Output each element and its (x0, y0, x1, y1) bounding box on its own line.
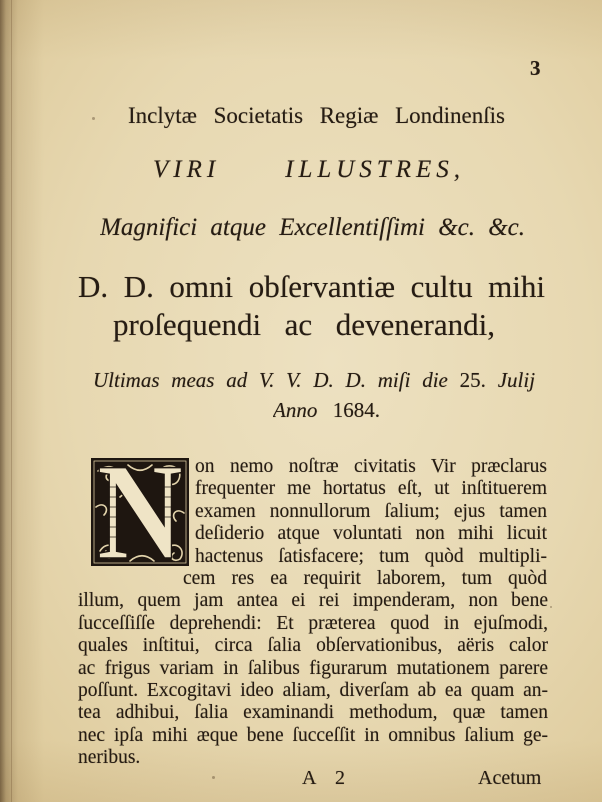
drop-cap-letter: N (97, 457, 183, 567)
year-line-word: Anno (273, 398, 318, 422)
body-text-line: neribus. (78, 747, 141, 769)
body-text-line: poſſunt. Excogitavi ideo aliam, diverſam ab ea quam an- (78, 680, 548, 701)
dedication-viri-illustres: VIRI ILLUSTRES, (153, 156, 465, 183)
signature-mark: A 2 (302, 767, 345, 789)
ornamental-drop-cap (90, 457, 190, 567)
body-text-line: frequenter me hortatus eſt, ut inſtituerem (195, 478, 547, 500)
body-text-line: examen nonnullorum ſalium; ejus tamen (195, 500, 547, 522)
body-text-line: hactenus ſatisfacere; tum quòd multipli- (195, 545, 547, 567)
year-line-year: 1684. (332, 398, 380, 422)
dedication-year-line (273, 396, 380, 424)
catchword: Acetum (478, 767, 542, 789)
date-line-day: 25. (459, 368, 486, 392)
dedication-society-line: Inclytæ Societatis Regiæ Londinenſis (128, 103, 505, 128)
page-number: 3 (530, 56, 541, 80)
body-text-line: ſucceſſiſſe deprehendi: Et præterea quod in ejuſmodi, (78, 612, 548, 634)
body-text-line: deſiderio atque voluntati non mihi licuit (195, 523, 547, 545)
date-line-month: Julij (497, 368, 535, 392)
dedication-magnifici-line: Magnifici atque Excellentiſſimi &c. &c. (100, 214, 525, 241)
dedication-devenerandi-line: proſequendi ac devenerandi, (113, 307, 495, 342)
body-text-line: ac frigus variam in ſalibus figurarum mutationem parere (78, 657, 548, 679)
paper-speck (92, 117, 95, 120)
paper-speck (212, 776, 215, 779)
page-binding-edge (11, 0, 12, 802)
body-text-line: cem res ea requirit laborem, tum quòd (183, 568, 547, 589)
body-text-line: illum, quem jam antea ei rei impenderam, non bene (78, 590, 548, 612)
date-line-text: Ultimas meas ad V. V. D. D. miſi die (93, 368, 448, 392)
dedication-date-line (93, 366, 535, 394)
body-text-line: nec ipſa mihi æque bene ſucceſſit in omnibus ſalium ge- (78, 724, 548, 746)
paper-speck (550, 606, 552, 608)
body-text-line: tea adhibui, ſalia examinandi methodum, quæ tamen (78, 702, 548, 724)
body-text-line: on nemo noſtræ civitatis Vir præclarus (195, 456, 547, 477)
body-text-line: quales inſtitui, circa ſalia obſervationibus, aëris calor (78, 635, 548, 657)
dedication-observantiae-line: D. D. omni obſervantiæ cultu mihi (78, 269, 545, 304)
